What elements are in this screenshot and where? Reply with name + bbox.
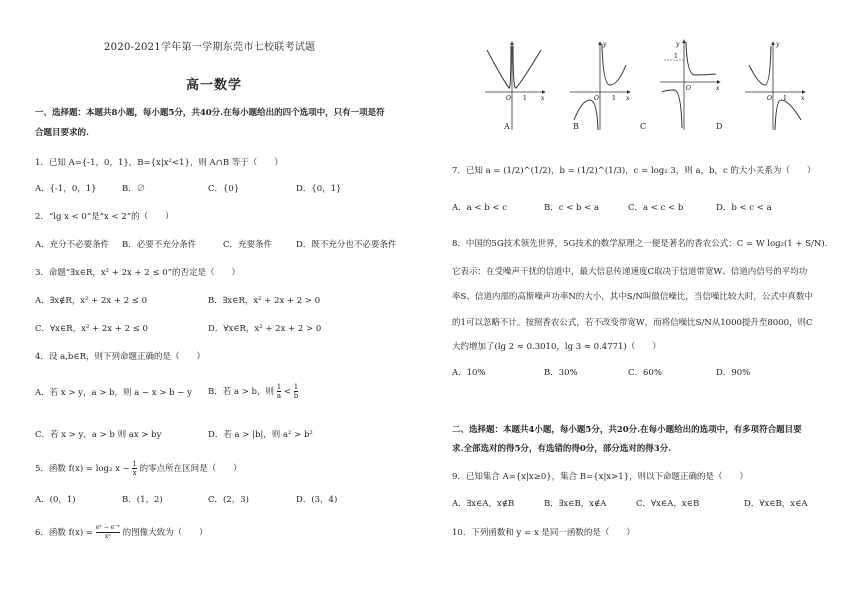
exam-subtitle: 高一数学: [186, 78, 243, 93]
question-1-option-d: D．{0，1}: [296, 184, 342, 194]
question-9-stem: 9．已知集合 A={x|x≥0}，集合 B={x|x>1}，则以下命题正确的是（ ）: [452, 472, 749, 482]
question-6-stem: [35, 524, 208, 541]
graph-a-tick: 1: [523, 95, 527, 102]
question-4-option-a: A．若 x > y，a > b，则 a − x > b − y: [35, 388, 192, 398]
fraction-1-over-x: $\frac{1}{x}$: [132, 460, 137, 477]
question-5-option-b: B．(1，2): [122, 495, 163, 505]
less-than-sign: <: [283, 387, 291, 397]
graph-d-tick: 1: [783, 95, 787, 102]
question-8-option-b: B．30%: [544, 368, 578, 378]
graph-b-origin: O: [594, 95, 599, 102]
question-7-option-b: B．c < b < a: [544, 203, 600, 213]
question-1-stem: 1．已知 A={-1，0，1}，B={x|x²<1}，则 A∩B 等于（ ）: [35, 158, 283, 168]
question-4-option-c: C．若 x > y，a > b 则 ax > by: [35, 430, 162, 440]
question-2-option-d: D．既不充分也不必要条件: [296, 240, 397, 250]
graph-label-b: B: [573, 122, 579, 131]
graph-b-y: y: [603, 41, 607, 48]
graph-c-x: x: [716, 85, 720, 92]
graph-d-x: x: [801, 95, 805, 102]
graph-a-origin: O: [506, 95, 511, 102]
question-8-option-c: C．60%: [628, 368, 662, 378]
fraction-exp-over-x2: $\frac{\text{eˣ − e⁻ˣ}}{\text{x²}}$: [95, 524, 120, 540]
question-9-option-d: D．∀x∈B，x∈A: [744, 499, 808, 509]
question-6-stem-post: 的图像大致为（ ）: [122, 528, 208, 538]
question-5-option-a: A．(0，1): [35, 495, 76, 505]
graph-d: [745, 41, 805, 130]
question-5-stem-pre: 5．函数 f(x) = log₂ x −: [35, 464, 130, 474]
question-2-option-a: A．充分不必要条件: [35, 240, 110, 250]
section1-intro-line2: 合题目要求的.: [35, 128, 89, 138]
graph-b: [570, 41, 630, 130]
question-5-stem-post: 的零点所在区间是（ ）: [139, 464, 242, 474]
question-7-option-d: D．b < c < a: [716, 203, 772, 213]
graph-d-y: y: [776, 41, 780, 48]
question-3-option-a: A．∃x∉R，x² + 2x + 2 ≤ 0: [35, 296, 148, 306]
question-8-line1: 8．中国的5G技术领先世界，5G技术的数学原理之一便是著名的香农公式：C = W log₂(1 + S/N).: [452, 239, 828, 249]
graph-b-tick: 1: [612, 95, 616, 102]
graph-d-origin: O: [767, 95, 772, 102]
question-7-stem: 7．已知 a = (1/2)^(1/2)，b = (1/2)^(1/3)，c = log₂ 3，则 a，b，c 的大小关系为（ ）: [452, 166, 816, 176]
graph-b-x: x: [626, 95, 630, 102]
fraction-1-over-b: $\frac{1}{b}$: [293, 383, 299, 400]
fraction-1-over-a: $\frac{1}{a}$: [276, 383, 282, 400]
question-4-stem: 4．设 a,b∈R，则下列命题正确的是（ ）: [35, 352, 206, 362]
section1-intro-line1: 一、选择题：本题共8小题，每小题5分，共40分.在每小题给出的四个选项中，只有一项是符: [35, 108, 385, 118]
question-8-line2: 它表示：在受噪声干扰的信道中，最大信息传递速度C取决于信道带宽W、信道内信号的平均功: [452, 267, 808, 277]
graph-c: [660, 40, 723, 131]
graph-a-x: x: [541, 95, 545, 102]
section2-intro-line1: 二、选择题：本题共4小题，每小题5分，共20分.在每小题给出的选项中，有多项符合题目要: [452, 425, 802, 435]
question-8-option-a: A．10%: [452, 368, 486, 378]
question-4-option-d: D．若 a > |b|，则 a² > b²: [208, 430, 313, 440]
question-5-stem: [35, 460, 242, 477]
question-3-option-d: D．∀x∈R，x² + 2x + 2 > 0: [208, 324, 322, 334]
graph-label-a: A: [504, 122, 510, 131]
question-4-option-b-text: B．若 a > b，则: [208, 387, 274, 397]
question-10-stem: 10．下列函数和 y = x 是同一函数的是（ ）: [452, 528, 635, 538]
question-4-option-b: [208, 383, 298, 400]
question-2-option-c: C．充要条件: [223, 240, 273, 250]
graph-label-d: D: [716, 122, 723, 131]
question-1-option-b: B．∅: [122, 184, 146, 194]
question-3-option-c: C．∀x∈R，x² + 2x + 2 ≤ 0: [35, 324, 148, 334]
question-9-option-b: B．∃x∈B，x∉A: [544, 499, 607, 509]
graph-c-origin: O: [686, 85, 691, 92]
right-column: [440, 0, 860, 607]
question-7-option-c: C．a < c < b: [628, 203, 684, 213]
question-6-graphs: [485, 30, 815, 135]
question-9-option-a: A．∃x∈A，x∉B: [452, 499, 515, 509]
question-2-option-b: B．必要不充分条件: [122, 240, 197, 250]
question-5-option-d: D．(3，4): [296, 495, 338, 505]
graph-c-y: y: [676, 41, 680, 48]
question-3-stem: 3．命题“∃x∈R，x² + 2x + 2 ≤ 0”的否定是（ ）: [35, 268, 240, 278]
question-8-line5: 大约增加了(lg 2 ≈ 0.3010，lg 3 ≈ 0.4771)（ ）: [452, 342, 661, 352]
question-1-option-c: C．{0}: [208, 184, 240, 194]
question-6-stem-pre: 6．函数 f(x) =: [35, 528, 94, 538]
question-3-option-b: B．∃x∈R，x² + 2x + 2 > 0: [208, 296, 321, 306]
graph-c-tick: 1: [674, 53, 678, 60]
question-7-option-a: A．a < b < c: [452, 203, 507, 213]
section2-intro-line2: 求.全部选对的得5分，有选错的得0分，部分选对的得3分.: [452, 444, 672, 454]
graph-a: [485, 42, 545, 130]
question-8-line4: 的1可以忽略不计。按照香农公式，若不改变带宽W，而将信噪比S/N从1000提升至8000，则C: [452, 318, 813, 328]
question-9-option-c: C．∀x∈A，x∈B: [636, 499, 700, 509]
question-2-stem: 2．“lg x < 0”是“x < 2”的（ ）: [35, 212, 174, 222]
exam-title: 2020-2021学年第一学期东莞市七校联考试题: [104, 42, 316, 53]
question-5-option-c: C．(2，3): [208, 495, 249, 505]
graph-label-c: C: [640, 122, 647, 131]
question-8-line3: 率S、信道内部的高斯噪声功率N的大小，其中S/N叫做信噪比，当信噪比较大时，公式中真数中: [452, 292, 813, 302]
question-8-option-d: D．90%: [716, 368, 751, 378]
question-1-option-a: A．{-1，0，1}: [35, 184, 97, 194]
left-column: [0, 0, 420, 607]
